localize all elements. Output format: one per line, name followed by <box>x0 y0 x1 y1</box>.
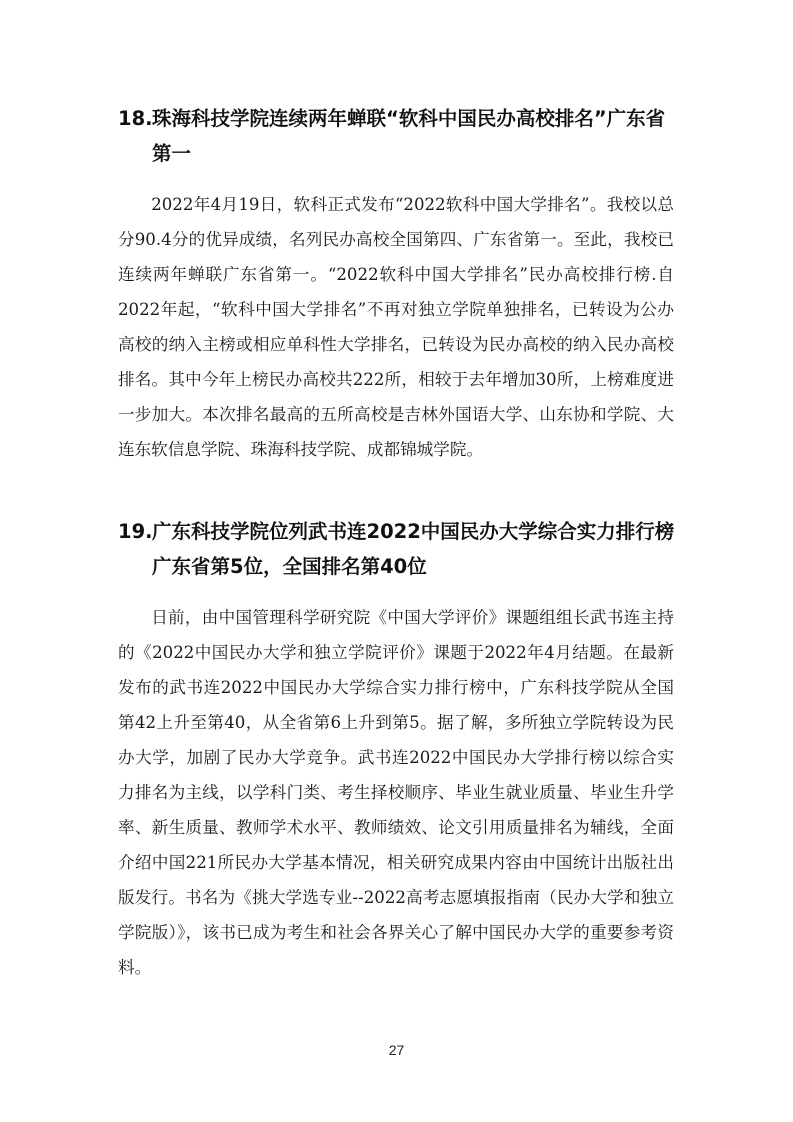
page-number: 27 <box>388 1042 405 1058</box>
section-18-paragraph: 2022年4月19日，软科正式发布“2022软科中国大学排名”。我校以总分90.4分的优异成绩，名列民办高校全国第四、广东省第一。至此，我校已连续两年蝉联广东省第一。“2022软科中国大学排名”民办高校排行榜.自2022年起，“软科中国大学排名”不再对独立学院单独排名，已转设为公办高校的纳入主榜或相应单科性大学排名，已转设为民办高校的纳入民办高校排名。其中今年上榜民办高校共222所，相较于去年增加30所，上榜难度进一步加大。本次排名最高的五所高校是吉林外国语大学、山东协和学院、大连东软信息学院、珠海科技学院、成都锦城学院。 <box>118 195 674 459</box>
section-19-paragraph: 日前，由中国管理科学研究院《中国大学评价》课题组组长武书连主持的《2022中国民办大学和独立学院评价》课题于2022年4月结题。在最新发布的武书连2022中国民办大学综合实力排行榜中，广东科技学院从全国第42上升至第40，从全省第6上升到第5。据了解，多所独立学院转设为民办大学，加剧了民办大学竞争。武书连2022中国民办大学排行榜以综合实力排名为主线，以学科门类、考生择校顺序、毕业生就业质量、毕业生升学率、新生质量、教师学术水平、教师绩效、论文引用质量排名为辅线，全面介绍中国221所民办大学基本情况，相关研究成果内容由中国统计出版社出版发行。书名为《挑大学选专业--2022高考志愿填报指南（民办大学和独立学院版）》，该书已成为考生和社会各界关心了解中国民办大学的重要参考资料。 <box>118 608 674 977</box>
section-18-title: 珠海科技学院连续两年蝉联“软科中国民办高校排名”广东省第一 <box>152 107 666 165</box>
section-19-heading <box>118 514 678 584</box>
section-18-number: 18. <box>118 107 153 130</box>
section-19-title: 广东科技学院位列武书连2022中国民办大学综合实力排行榜广东省第5位，全国排名第40位 <box>152 520 675 578</box>
section-18-heading <box>118 101 678 171</box>
section-19-number: 19. <box>118 520 153 543</box>
